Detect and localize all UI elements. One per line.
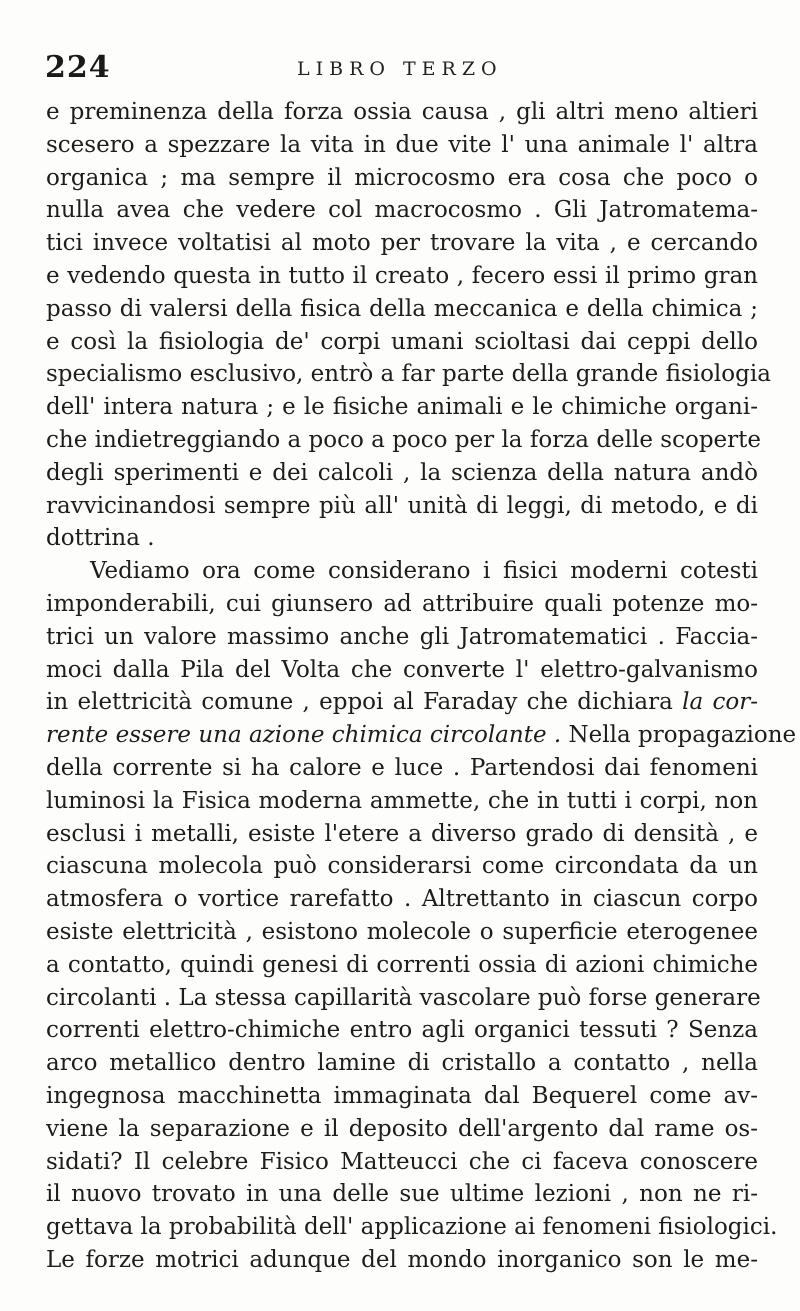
text-line: e così la fisiologia de' corpi umani scioltasi dai ceppi dello (46, 328, 758, 355)
text-line: imponderabili, cui giunsero ad attribuire quali potenze mo- (46, 590, 758, 617)
text-line: a contatto, quindi genesi di correnti ossia di azioni chimiche (46, 951, 758, 978)
italic-quote: la cor- (682, 689, 759, 716)
text-line: ingegnosa macchinetta immaginata dal Bequerel come av- (46, 1082, 758, 1109)
text-line: nulla avea che vedere col macrocosmo . Gli Jatromatema- (46, 197, 758, 224)
text-line: dell' intera natura ; e le fisiche animali e le chimiche organi- (46, 394, 758, 421)
text-line: correnti elettro-chimiche entro agli organici tessuti ? Senza (46, 1017, 758, 1044)
page-number: 224 (45, 50, 111, 85)
text-line-roman: in elettricità comune , eppoi al Faraday che dichiara (46, 689, 673, 716)
text-line: degli sperimenti e dei calcoli , la scienza della natura andò (46, 459, 758, 486)
text-line: passo di valersi della fisica della meccanica e della chimica ; (46, 295, 758, 322)
running-title: LIBRO TERZO (297, 58, 503, 80)
text-line-with-italic (46, 686, 758, 719)
text-line: gettava la probabilità dell' applicazione ai fenomeni fisiologici. (46, 1214, 778, 1241)
paragraph-end-line: dottrina . (46, 525, 155, 552)
text-line: sidati? Il celebre Fisico Matteucci che ci faceva conoscere (46, 1148, 758, 1175)
text-line: specialismo esclusivo, entrò a far parte della grande fisiologia (46, 361, 771, 388)
text-line: Le forze motrici adunque del mondo inorganico son le me- (46, 1246, 758, 1273)
text-line-with-italic (46, 719, 797, 752)
body-text (46, 96, 797, 1277)
text-line: esclusi i metalli, esiste l'etere a diverso grado di densità , e (46, 820, 758, 847)
text-line: ravvicinandosi sempre più all' unità di leggi, di metodo, e di (46, 492, 758, 519)
text-line: tici invece voltatisi al moto per trovare la vita , e cercando (46, 230, 758, 257)
text-line-roman: Nella propagazione (568, 722, 797, 749)
text-line: e preminenza della forza ossia causa , gli altri meno altieri (46, 99, 758, 125)
text-line: e vedendo questa in tutto il creato , fecero essi il primo gran (46, 262, 758, 289)
text-line: moci dalla Pila del Volta che converte l' elettro-galvanismo (46, 656, 758, 683)
text-line: che indietreggiando a poco a poco per la forza delle scoperte (46, 426, 761, 453)
text-line: ciascuna molecola può considerarsi come circondata da un (46, 853, 758, 880)
italic-quote: rente essere una azione chimica circolante . (46, 722, 562, 749)
text-line: arco metallico dentro lamine di cristallo a contatto , nella (46, 1050, 758, 1077)
text-line: esiste elettricità , esistono molecole o superficie eterogenee (46, 918, 758, 945)
paragraph-start-line: Vediamo ora come considerano i fisici moderni cotesti (90, 558, 758, 585)
text-line: viene la separazione e il deposito dell'argento dal rame os- (46, 1115, 758, 1142)
text-line: organica ; ma sempre il microcosmo era cosa che poco o (46, 164, 758, 191)
text-line: circolanti . La stessa capillarità vascolare può forse generare (46, 984, 761, 1011)
text-line: scesero a spezzare la vita in due vite l' una animale l' altra (46, 131, 758, 158)
text-line: il nuovo trovato in una delle sue ultime lezioni , non ne ri- (46, 1181, 758, 1208)
text-line: luminosi la Fisica moderna ammette, che in tutti i corpi, non (46, 787, 758, 814)
text-line: trici un valore massimo anche gli Jatromatematici . Faccia- (46, 623, 758, 650)
text-line: atmosfera o vortice rarefatto . Altrettanto in ciascun corpo (46, 886, 758, 913)
text-line: della corrente si ha calore e luce . Partendosi dai fenomeni (46, 754, 758, 781)
running-head (45, 50, 765, 90)
